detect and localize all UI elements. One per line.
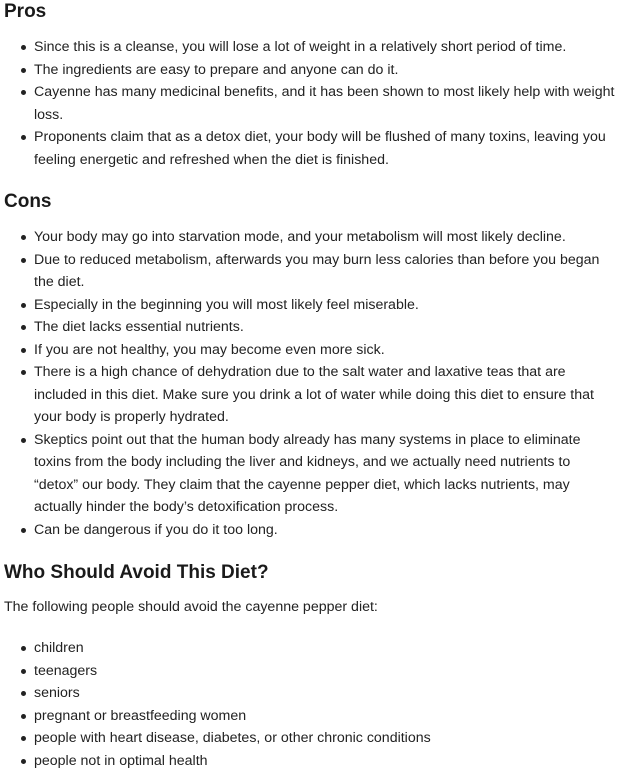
bullet-icon (21, 135, 26, 140)
list-item-text: Skeptics point out that the human body already has many systems in place to eliminate toxins from the body including the liver and kidneys, and we actually need nutrients to “detox” our body. They claim that the cayenne pepper diet, which lacks nutrients, may actually hinder the body’s detoxification process. (34, 431, 581, 515)
list-item (0, 294, 615, 317)
list-item (0, 637, 615, 660)
list-item-text: children (34, 640, 84, 656)
cons-list (0, 226, 615, 541)
cons-heading: Cons (4, 191, 52, 212)
bullet-icon (21, 691, 26, 696)
bullet-icon (21, 90, 26, 95)
list-item (0, 126, 615, 171)
list-item (0, 81, 615, 126)
list-item-text: Can be dangerous if you do it too long. (34, 521, 278, 538)
list-item (0, 226, 615, 249)
list-item (0, 36, 615, 59)
bullet-icon (21, 303, 26, 308)
bullet-icon (21, 370, 26, 375)
list-item-text: Your body may go into starvation mode, and your metabolism will most likely decline. (34, 229, 566, 245)
bullet-icon (21, 714, 26, 719)
list-item (0, 750, 615, 773)
list-item-text: seniors (34, 685, 80, 701)
bullet-icon (21, 325, 26, 330)
bullet-icon (21, 646, 26, 651)
list-item-text: Proponents claim that as a detox diet, your body will be flushed of many toxins, leaving you feeling energetic and refreshed when the diet is finished. (34, 129, 606, 168)
list-item-text: teenagers (34, 662, 98, 679)
bullet-icon (21, 669, 26, 674)
list-item-text: people not in optimal health (34, 752, 208, 769)
list-item (0, 361, 615, 429)
avoid-intro: The following people should avoid the cayenne pepper diet: (4, 599, 378, 615)
list-item-text: Especially in the beginning you will most likely feel miserable. (34, 296, 419, 313)
list-item (0, 429, 615, 519)
bullet-icon (21, 348, 26, 353)
list-item (0, 705, 615, 728)
pros-heading: Pros (4, 1, 47, 22)
list-item-text: If you are not healthy, you may become even more sick. (34, 341, 385, 358)
list-item (0, 727, 615, 750)
avoid-list (0, 637, 615, 772)
list-item (0, 519, 615, 542)
bullet-icon (21, 736, 26, 741)
bullet-icon (21, 235, 26, 240)
bullet-icon (21, 258, 26, 263)
bullet-icon (21, 528, 26, 533)
list-item-text: Since this is a cleanse, you will lose a lot of weight in a relatively short period of time. (34, 39, 567, 55)
list-item-text: Cayenne has many medicinal benefits, and it has been shown to most likely help with weight loss. (34, 84, 615, 123)
pros-list (0, 36, 615, 171)
list-item (0, 660, 615, 683)
list-item-text: Due to reduced metabolism, afterwards you may burn less calories than before you began the diet. (34, 251, 600, 290)
list-item-text: The diet lacks essential nutrients. (34, 319, 244, 335)
list-item-text: The ingredients are easy to prepare and anyone can do it. (34, 61, 399, 78)
avoid-heading: Who Should Avoid This Diet? (4, 562, 269, 583)
list-item (0, 59, 615, 82)
list-item (0, 249, 615, 294)
list-item-text: people with heart disease, diabetes, or other chronic conditions (34, 730, 431, 746)
list-item (0, 682, 615, 705)
list-item (0, 316, 615, 339)
bullet-icon (21, 759, 26, 764)
list-item-text: There is a high chance of dehydration due to the salt water and laxative teas that are included in this diet. Make sure you drink a lot of water while doing this diet to ensure that your body is properly hydrated. (34, 364, 594, 425)
list-item-text: pregnant or breastfeeding women (34, 707, 247, 724)
bullet-icon (21, 438, 26, 443)
bullet-icon (21, 68, 26, 73)
list-item (0, 339, 615, 362)
bullet-icon (21, 45, 26, 50)
